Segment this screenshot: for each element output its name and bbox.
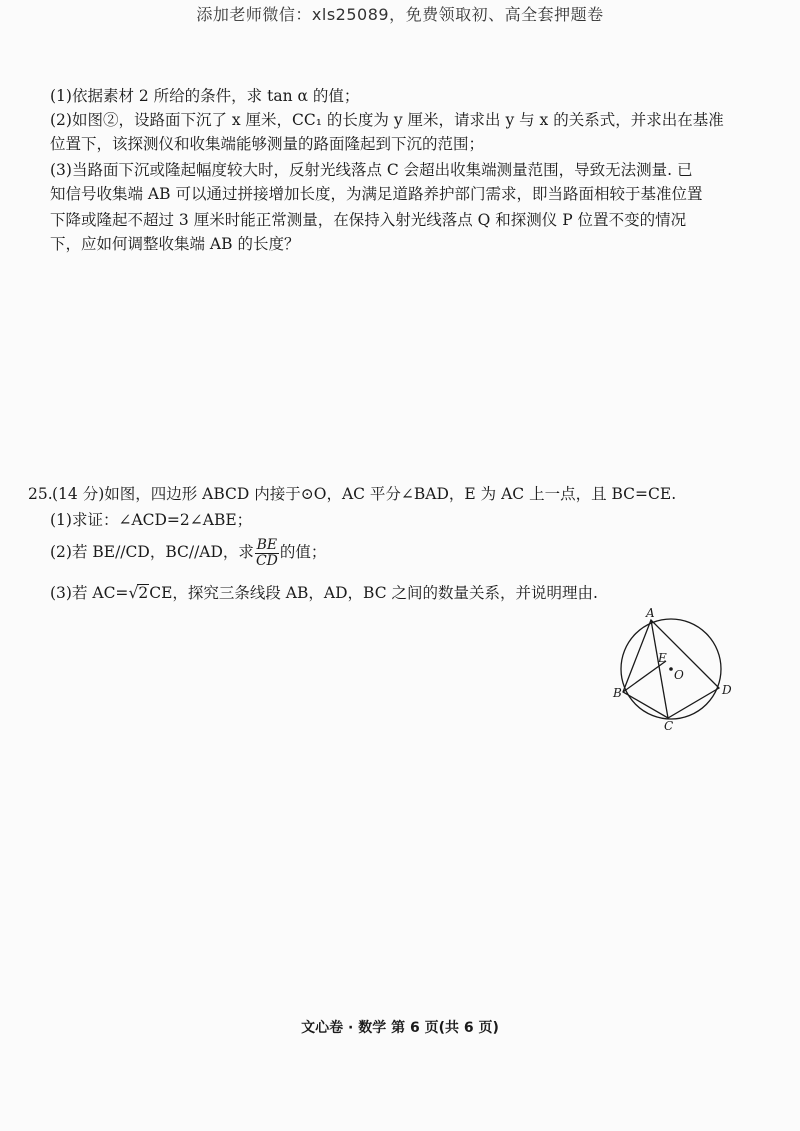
- q24-part2-line1: (2)如图②，设路面下沉了 x 厘米，CC₁ 的长度为 y 厘米，请求出 y 与 x 的关系式，并求出在基准: [50, 111, 724, 129]
- fraction-numerator: BE: [256, 536, 278, 553]
- label-a: A: [646, 606, 655, 620]
- circle-quadrilateral-figure: [608, 606, 738, 734]
- q25-part1: (1)求证：∠ACD=2∠ABE；: [50, 511, 253, 529]
- label-c: C: [664, 719, 674, 733]
- q25-part3: [50, 583, 598, 603]
- fraction-denominator: CD: [255, 552, 278, 569]
- q25-part2-suffix: 的值；: [279, 543, 327, 561]
- q25-part2-prefix: (2)若 BE//CD，BC//AD，求: [50, 543, 254, 561]
- q25-part3-suffix: CE，探究三条线段 AB，AD，BC 之间的数量关系，并说明理由.: [149, 584, 598, 602]
- center-point-o: [669, 667, 673, 671]
- q25-part2: [50, 535, 326, 569]
- label-e: E: [658, 651, 667, 665]
- q25-stem: (14 分)如图，四边形 ABCD 内接于⊙O，AC 平分∠BAD，E 为 AC 上一点，且 BC=CE.: [52, 485, 677, 503]
- label-o: O: [674, 668, 684, 682]
- sqrt-symbol: √: [128, 584, 139, 602]
- q25-part2-fraction: [255, 538, 279, 569]
- label-b: B: [613, 686, 622, 700]
- q25-part3-prefix: (3)若 AC=: [50, 584, 129, 602]
- watermark-header: 添加老师微信：xls25089，免费领取初、高全套押题卷: [196, 5, 604, 24]
- label-d: D: [722, 683, 732, 697]
- q24-part3-line4: 下，应如何调整收集端 AB 的长度？: [50, 235, 300, 253]
- q24-part3-line2: 知信号收集端 AB 可以通过拼接增加长度，为满足道路养护部门需求，即当路面相较于基准位置: [50, 185, 703, 203]
- sqrt-radicand: 2: [138, 584, 149, 602]
- q24-part3-line1: (3)当路面下沉或隆起幅度较大时，反射光线落点 C 会超出收集端测量范围，导致无法测量. 已: [50, 161, 693, 179]
- q25-number: 25.: [28, 485, 53, 503]
- q24-part1: (1)依据素材 2 所给的条件，求 tan α 的值；: [50, 87, 360, 105]
- q24-part2-line2: 位置下，该探测仪和收集端能够测量的路面隆起到下沉的范围；: [50, 135, 485, 153]
- q24-part3-line3: 下降或隆起不超过 3 厘米时能正常测量，在保持入射光线落点 Q 和探测仪 P 位置不变的情况: [50, 211, 687, 229]
- page-footer: 文心卷 · 数学 第 6 页(共 6 页): [301, 1020, 499, 1036]
